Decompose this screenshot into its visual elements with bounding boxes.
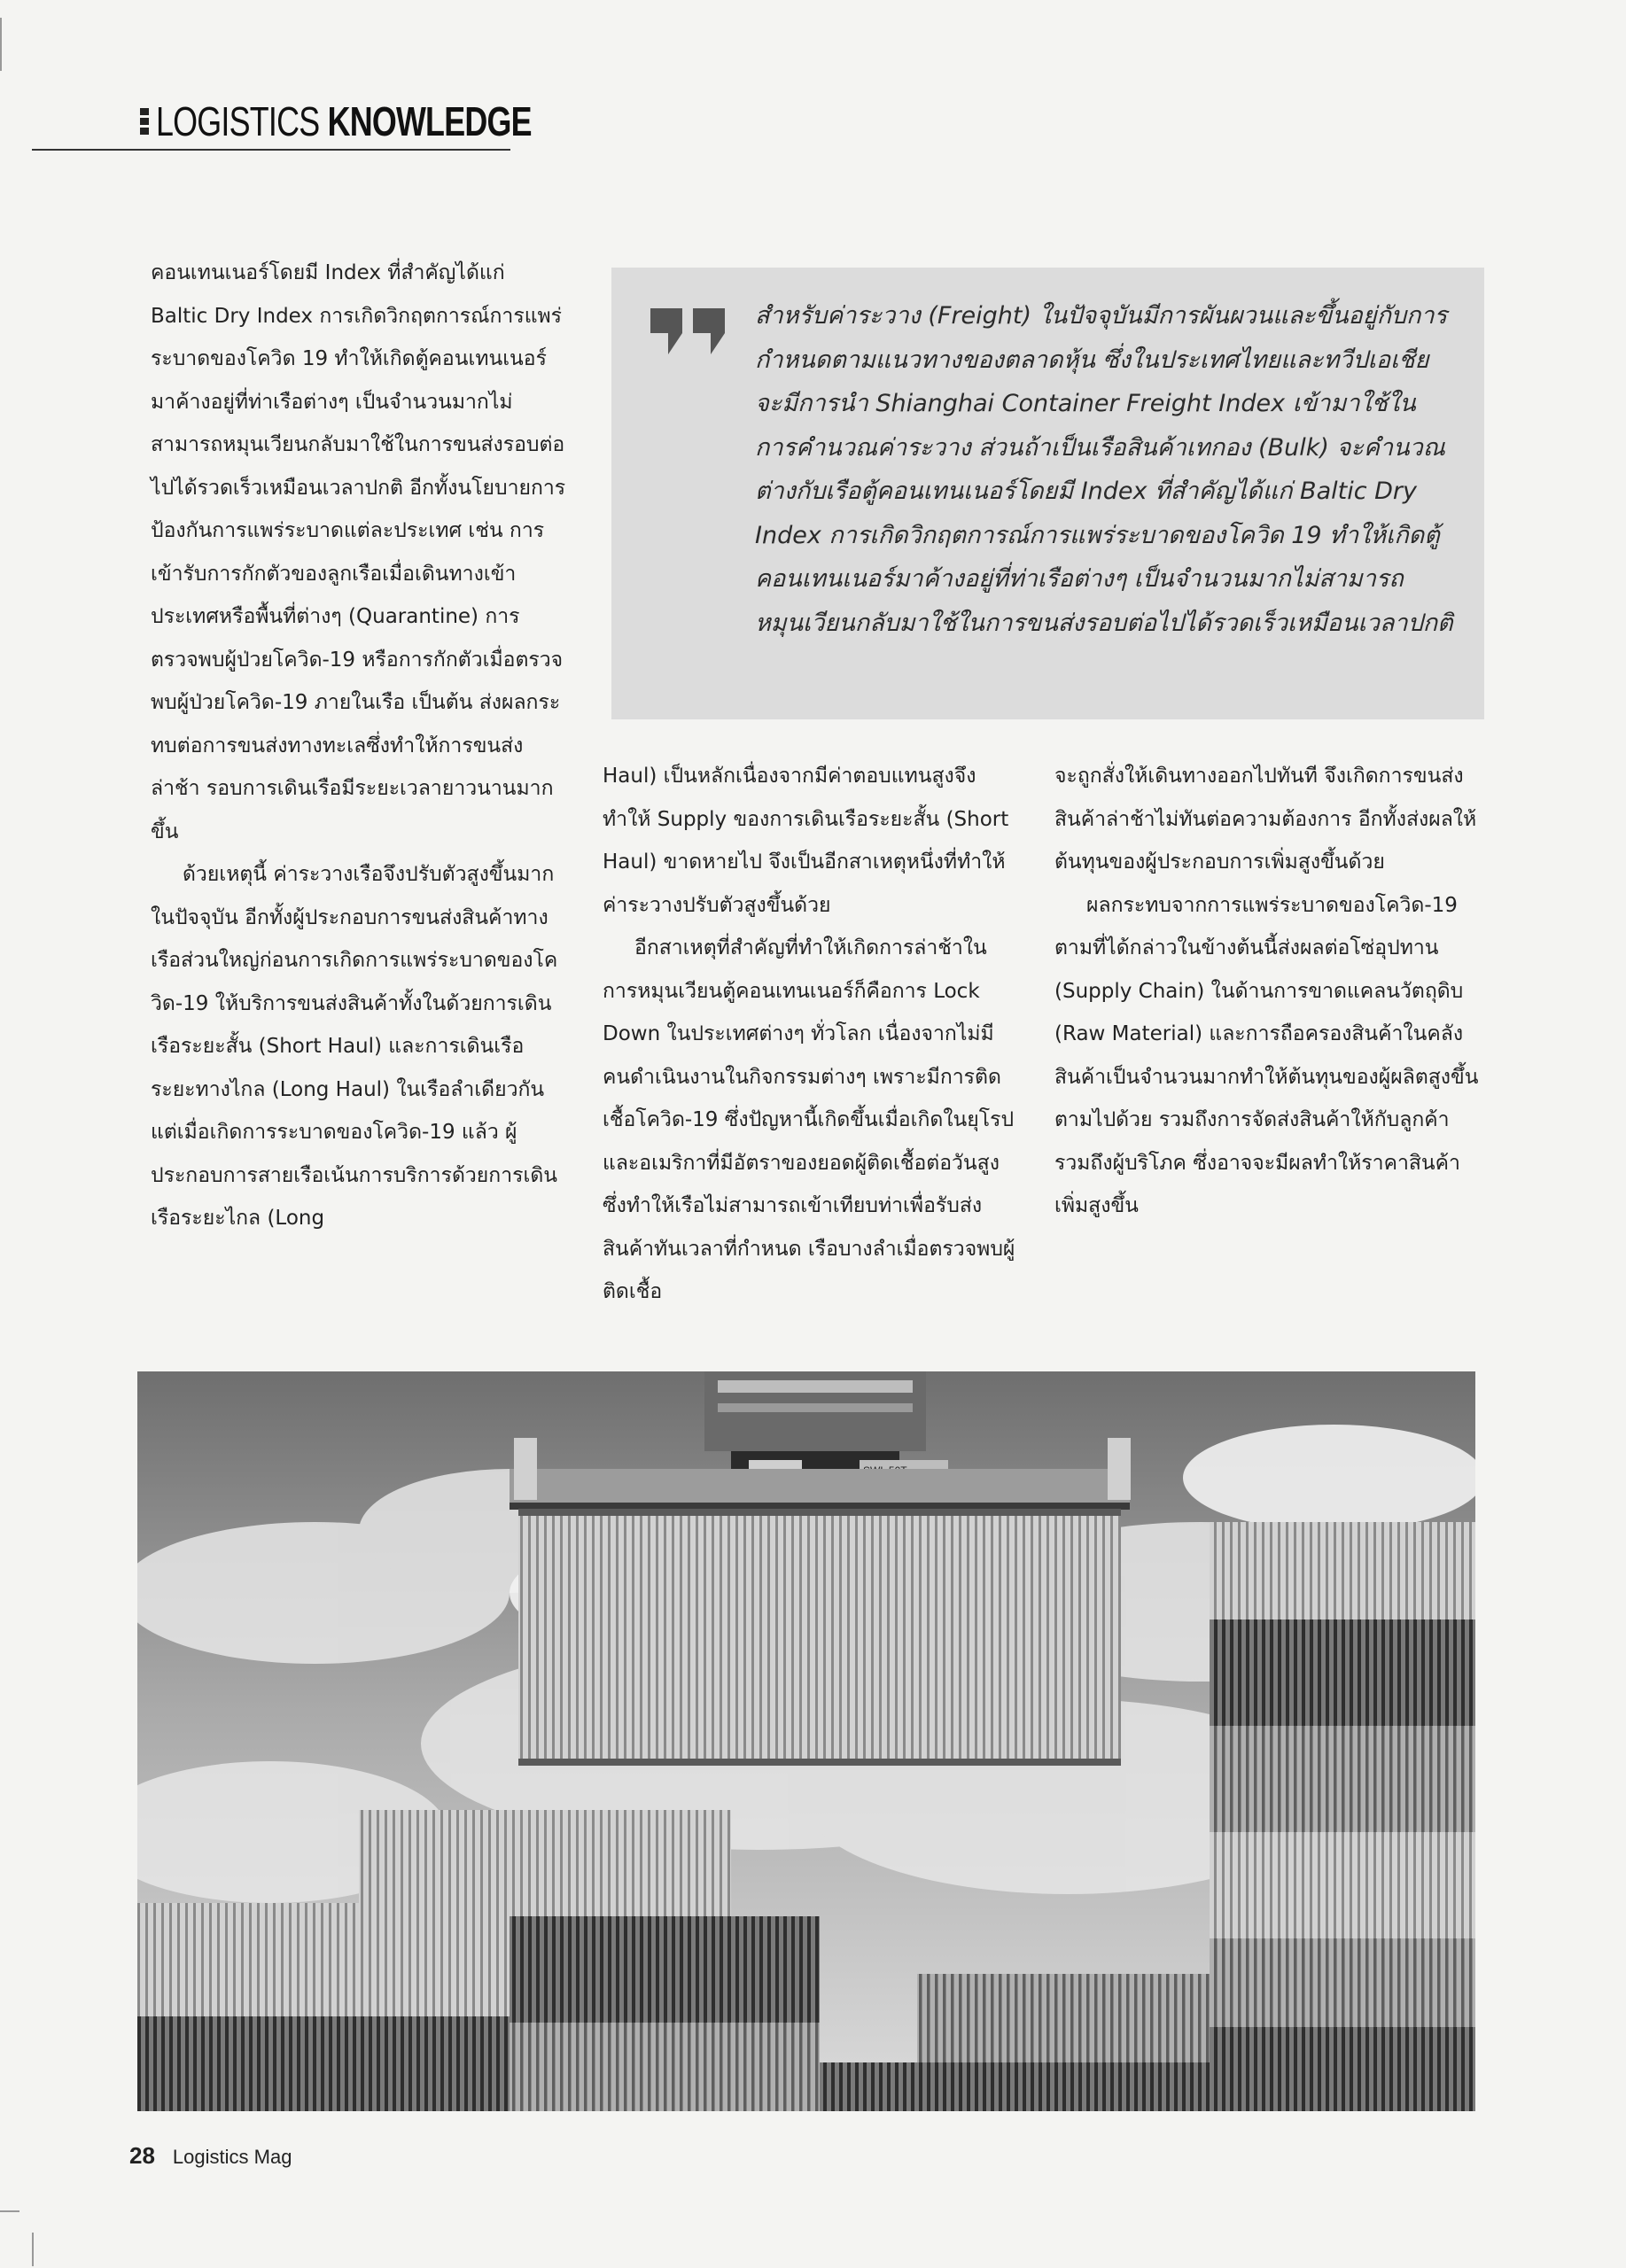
article-column-1 [151, 252, 567, 1240]
magazine-name: Logistics Mag [172, 2146, 292, 2168]
section-title [156, 97, 532, 145]
section-title-light: LOGISTICS [156, 98, 320, 144]
paragraph: อีกสาเหตุที่สำคัญที่ทำให้เกิดการล่าช้าในการหมุนเวียนตู้คอนเทนเนอร์ก็คือการ Lock Down ในประเทศต่างๆ ทั่วโลก เนื่องจากไม่มีคนดำเนินงานในกิจกรรมต่างๆ เพราะมีการติดเชื้อโควิด-19 ซึ่งปัญหานี้เกิดขึ้นเมื่อเกิดในยุโรปและอเมริกาที่มีอัตราของยอดผู้ติดเชื้อต่อวันสูง ซึ่งทำให้เรือไม่สามารถเข้าเทียบท่าเพื่อรับส่งสินค้าทันเวลาที่กำหนด เรือบางลำเมื่อตรวจพบผู้ติดเชื้อ [603, 936, 1015, 1303]
edge-tick-mark [32, 2233, 34, 2266]
quote-mark-icon [649, 305, 728, 358]
section-marker-icon [140, 108, 149, 135]
article-column-3 [1054, 755, 1480, 1228]
pull-quote-text: สำหรับค่าระวาง (Freight) ในปัจจุบันมีการผันผวนและขึ้นอยู่กับการกำหนดตามแนวทางของตลาดหุ้น ซึ่งในประเทศไทยและทวีปเอเชียจะมีการนำ Shianghai Container Freight Index เข้ามาใช้ในการคำนวณค่าระวาง ส่วนถ้าเป็นเรือสินค้าเทกอง (Bulk) จะคำนวณต่างกับเรือตู้คอนเทนเนอร์โดยมี Index ที่สำคัญได้แก่ Baltic Dry Index การเกิดวิกฤตการณ์การแพร่ระบาดของโควิด 19 ทำให้เกิดตู้คอนเทนเนอร์มาค้างอยู่ที่ท่าเรือต่างๆ เป็นจำนวนมากไม่สามารถหมุนเวียนกลับมาใช้ในการขนส่งรอบต่อไปได้รวดเร็วเหมือนเวลาปกติ [755, 302, 1453, 637]
paragraph: จะถูกสั่งให้เดินทางออกไปทันที จึงเกิดการขนส่งสินค้าล่าช้าไม่ทันต่อความต้องการ อีกทั้งส่งผลให้ต้นทุนของผู้ประกอบการเพิ่มสูงขึ้นด้วย [1054, 765, 1477, 874]
section-title-bold: KNOWLEDGE [327, 98, 532, 144]
paragraph: ผลกระทบจากการแพร่ระบาดของโควิด-19 ตามที่ได้กล่าวในข้างต้นนี้ส่งผลต่อโซ่อุปทาน (Supply Chain) ในด้านการขาดแคลนวัตถุดิบ (Raw Material) และการถือครองสินค้าในคลังสินค้าเป็นจำนวนมากทำให้ต้นทุนของผู้ผลิตสูงขึ้นตามไปด้วย รวมถึงการจัดส่งสินค้าให้กับลูกค้ารวมถึงผู้บริโภค ซึ่งอาจจะมีผลทำให้ราคาสินค้าเพิ่มสูงขึ้น [1054, 893, 1479, 1217]
header-rule [32, 149, 510, 151]
container-stack-photo [137, 1371, 1475, 2111]
page-footer [129, 2142, 292, 2170]
article-column-2 [603, 755, 1019, 1314]
page-number: 28 [129, 2142, 155, 2169]
edge-tick-mark [0, 18, 2, 71]
paragraph: คอนเทนเนอร์โดยมี Index ที่สำคัญได้แก่ Baltic Dry Index การเกิดวิกฤตการณ์การแพร่ระบาดของโควิด 19 ทำให้เกิดตู้คอนเทนเนอร์มาค้างอยู่ที่ท่าเรือต่างๆ เป็นจำนวนมากไม่สามารถหมุนเวียนกลับมาใช้ในการขนส่งรอบต่อไปได้รวดเร็วเหมือนเวลาปกติ อีกทั้งนโยบายการป้องกันการแพร่ระบาดแต่ละประเทศ เช่น การเข้ารับการกักตัวของลูกเรือเมื่อเดินทางเข้าประเทศหรือพื้นที่ต่างๆ (Quarantine) การตรวจพบผู้ป่วยโควิด-19 หรือการกักตัวเมื่อตรวจพบผู้ป่วยโควิด-19 ภายในเรือ เป็นต้น ส่งผลกระทบต่อการขนส่งทางทะเลซึ่งทำให้การขนส่งล่าช้า รอบการเดินเรือมีระยะเวลายาวนานมากขึ้น [151, 261, 566, 843]
paragraph: ด้วยเหตุนี้ ค่าระวางเรือจึงปรับตัวสูงขึ้นมากในปัจจุบัน อีกทั้งผู้ประกอบการขนส่งสินค้าทางเรือส่วนใหญ่ก่อนการเกิดการแพร่ระบาดของโควิด-19 ให้บริการขนส่งสินค้าทั้งในด้วยการเดินเรือระยะสั้น (Short Haul) และการเดินเรือระยะทางไกล (Long Haul) ในเรือลำเดียวกัน แต่เมื่อเกิดการระบาดของโควิด-19 แล้ว ผู้ประกอบการสายเรือเน้นการบริการด้วยการเดินเรือระยะไกล (Long [151, 863, 558, 1230]
pull-quote [611, 268, 1484, 719]
edge-tick-mark [0, 2210, 19, 2212]
paragraph: Haul) เป็นหลักเนื่องจากมีค่าตอบแทนสูงจึงทำให้ Supply ของการเดินเรือระยะสั้น (Short Haul) ขาดหายไป จึงเป็นอีกสาเหตุหนึ่งที่ทำให้ค่าระวางปรับตัวสูงขึ้นด้วย [603, 765, 1009, 917]
